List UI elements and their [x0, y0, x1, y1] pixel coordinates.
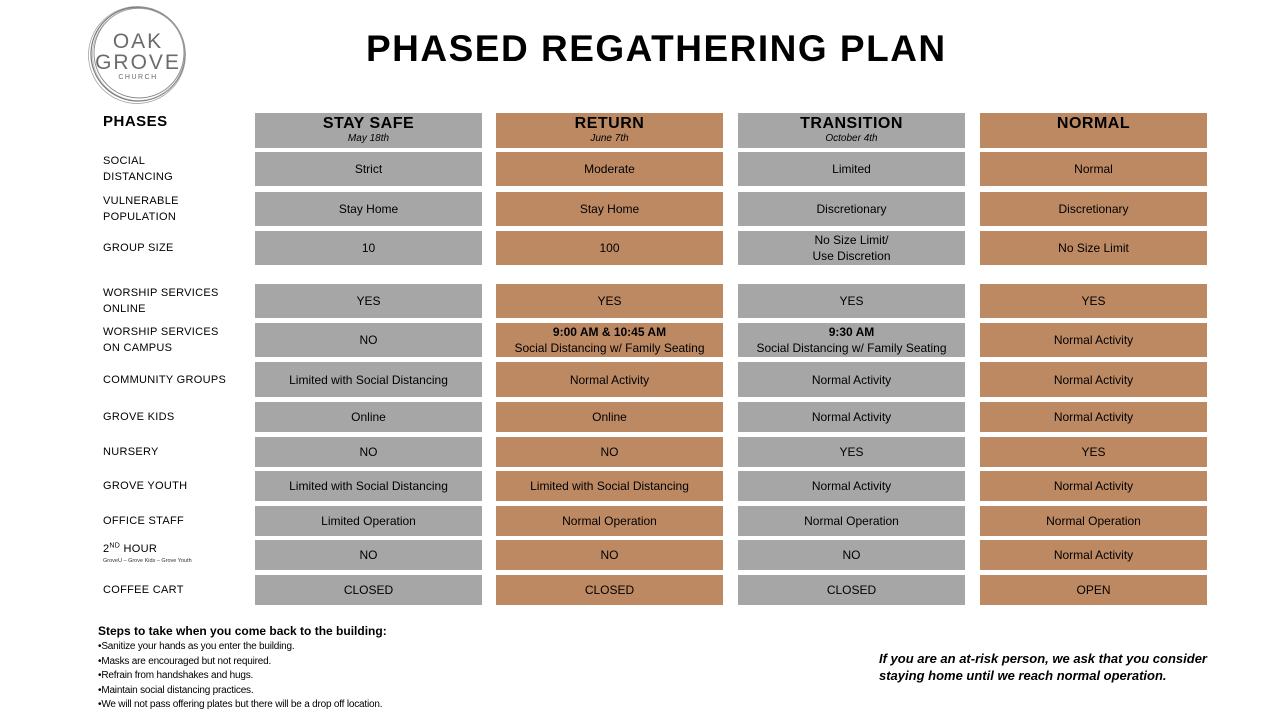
row-label-coffee-cart: COFFEE CART	[103, 584, 184, 596]
row-label-vulnerable-population: VULNERABLE POPULATION	[103, 195, 179, 223]
list-item: • Sanitize your hands as you enter the building.	[98, 640, 387, 655]
phase-name: RETURN	[574, 115, 645, 132]
table-cell: 100	[496, 231, 723, 265]
table-cell: Online	[496, 402, 723, 432]
table-cell: CLOSED	[738, 575, 965, 605]
table-cell: YES	[738, 284, 965, 318]
row-label-nursery: NURSERY	[103, 446, 159, 458]
list-item: • Refrain from handshakes and hugs.	[98, 669, 387, 684]
phase-name: NORMAL	[1056, 115, 1131, 132]
at-risk-note: If you are an at-risk person, we ask that you consider staying home until we reach normal operation.	[879, 651, 1207, 683]
table-cell: Normal Operation	[738, 506, 965, 536]
row-label-worship-online: WORSHIP SERVICES ONLINE	[103, 287, 219, 315]
list-item: • We will not pass offering plates but there will be a drop off location.	[98, 698, 387, 713]
second-hour-subtext: GroveU – Grove Kids – Grove Youth	[103, 558, 192, 564]
table-cell: CLOSED	[496, 575, 723, 605]
table-cell: Online	[255, 402, 482, 432]
table-cell: Normal Activity	[980, 362, 1207, 397]
table-cell: NO	[255, 323, 482, 357]
table-cell: Limited	[738, 152, 965, 186]
phase-header-return	[496, 113, 723, 148]
table-cell: No Size Limit/ Use Discretion	[738, 231, 965, 265]
table-cell: Limited Operation	[255, 506, 482, 536]
table-cell: Strict	[255, 152, 482, 186]
table-cell: Discretionary	[738, 192, 965, 226]
page-title: PHASED REGATHERING PLAN	[366, 28, 947, 69]
logo-text-oak: OAK	[112, 30, 164, 53]
logo-text-grove: GROVE	[95, 51, 181, 74]
table-cell: 9:00 AM & 10:45 AM Social Distancing w/ Family Seating	[496, 323, 723, 357]
table-cell: CLOSED	[255, 575, 482, 605]
phase-header-normal	[980, 113, 1207, 148]
row-label-community-groups: COMMUNITY GROUPS	[103, 374, 227, 386]
table-cell: Moderate	[496, 152, 723, 186]
table-cell: NO	[255, 437, 482, 467]
steps-list	[98, 640, 387, 713]
table-cell: OPEN	[980, 575, 1207, 605]
church-logo	[86, 2, 190, 106]
row-label-second-hour: 2ND HOUR GroveU – Grove Kids – Grove Youth	[103, 542, 192, 564]
table-cell: YES	[980, 437, 1207, 467]
table-cell: No Size Limit	[980, 231, 1207, 265]
row-label-grove-kids: GROVE KIDS	[103, 411, 175, 423]
phase-date: May 18th	[347, 133, 390, 144]
steps-section	[98, 624, 387, 713]
table-cell: NO	[496, 437, 723, 467]
list-item: • Masks are encouraged but not required.	[98, 655, 387, 670]
table-cell: Limited with Social Distancing	[255, 362, 482, 397]
table-cell: Stay Home	[255, 192, 482, 226]
table-cell: YES	[980, 284, 1207, 318]
table-cell: Normal Activity	[980, 471, 1207, 501]
table-cell: Normal Activity	[496, 362, 723, 397]
table-cell: Normal Activity	[980, 540, 1207, 570]
phases-label: PHASES	[103, 113, 168, 130]
phase-header-stay-safe	[255, 113, 482, 148]
list-item: • Maintain social distancing practices.	[98, 684, 387, 699]
table-cell: 10	[255, 231, 482, 265]
table-cell: Stay Home	[496, 192, 723, 226]
table-cell: YES	[496, 284, 723, 318]
table-cell: Normal Activity	[738, 471, 965, 501]
table-cell: YES	[255, 284, 482, 318]
table-cell: Limited with Social Distancing	[496, 471, 723, 501]
table-cell: NO	[496, 540, 723, 570]
row-label-social-distancing: SOCIAL DISTANCING	[103, 155, 174, 183]
table-cell: Normal Activity	[738, 362, 965, 397]
table-cell: Normal Operation	[980, 506, 1207, 536]
row-label-group-size: GROUP SIZE	[103, 242, 174, 254]
phase-name: TRANSITION	[800, 115, 903, 132]
table-cell: NO	[255, 540, 482, 570]
phase-name: STAY SAFE	[322, 115, 415, 132]
phase-date: October 4th	[825, 133, 878, 144]
table-cell: Normal Activity	[980, 323, 1207, 357]
table-cell: NO	[738, 540, 965, 570]
row-label-office-staff: OFFICE STAFF	[103, 515, 185, 527]
table-cell: Discretionary	[980, 192, 1207, 226]
table-cell: YES	[738, 437, 965, 467]
table-cell: Normal Operation	[496, 506, 723, 536]
table-cell: Limited with Social Distancing	[255, 471, 482, 501]
table-cell: 9:30 AM Social Distancing w/ Family Seating	[738, 323, 965, 357]
table-cell: Normal Activity	[980, 402, 1207, 432]
row-label-worship-campus: WORSHIP SERVICES ON CAMPUS	[103, 326, 219, 354]
logo-text-church: CHURCH	[118, 74, 158, 81]
phase-header-transition	[738, 113, 965, 148]
row-label-grove-youth: GROVE YOUTH	[103, 480, 188, 492]
table-cell: Normal Activity	[738, 402, 965, 432]
table-cell: Normal	[980, 152, 1207, 186]
steps-title: Steps to take when you come back to the building:	[98, 624, 387, 638]
phase-date: June 7th	[590, 133, 629, 144]
